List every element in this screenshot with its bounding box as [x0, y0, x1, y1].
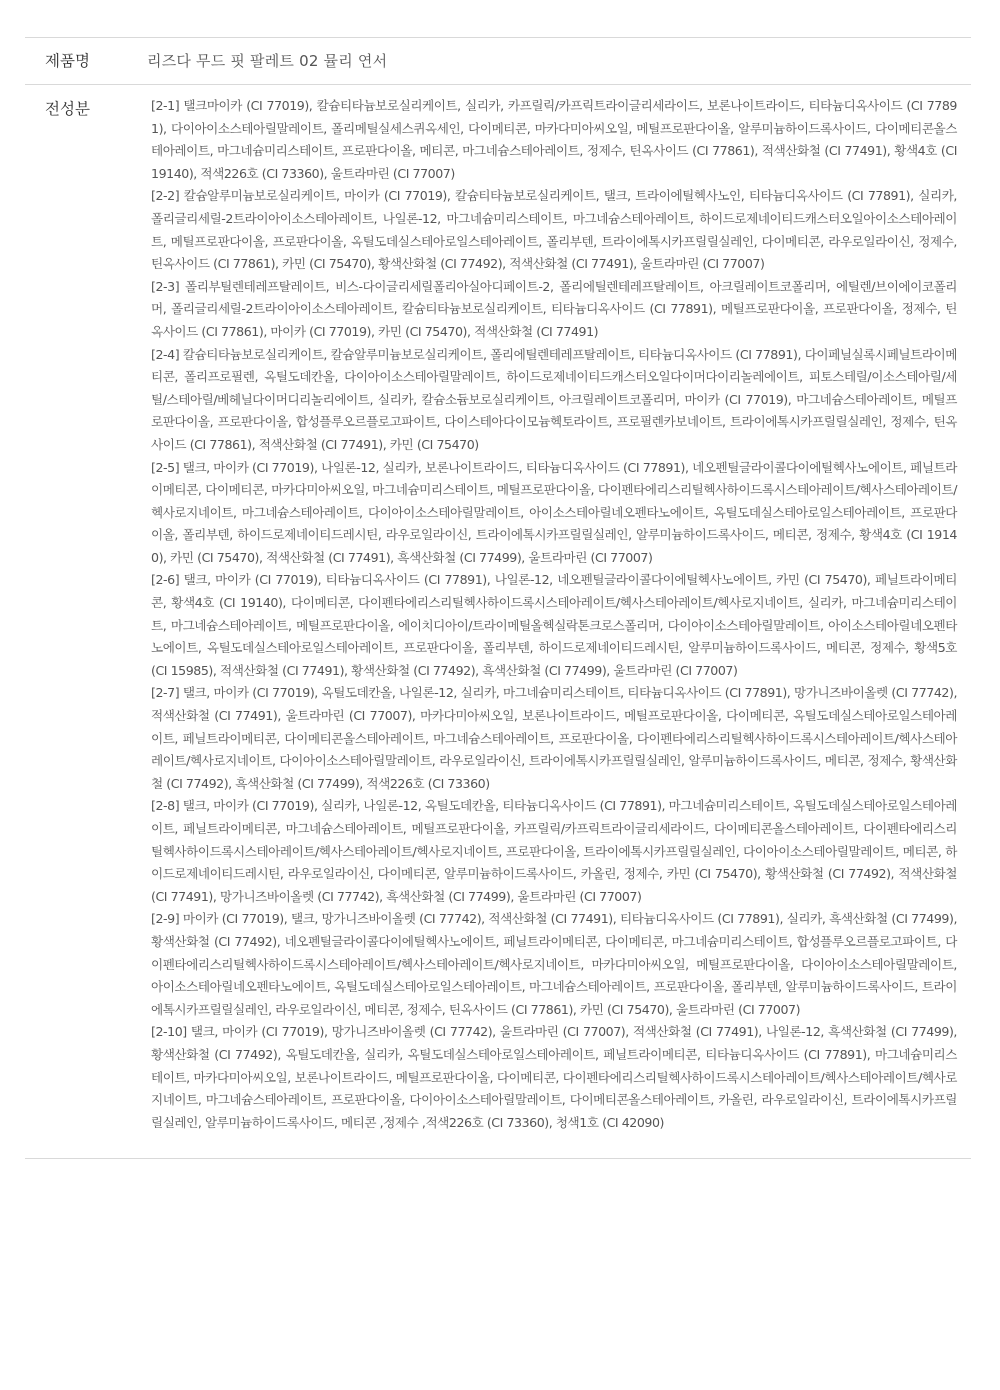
ingredient-item: [2-1] 탤크마이카 (CI 77019), 칼슘티타늄보로실리케이트, 실리카, 카프릴릭/카프릭트라이글리세라이드, 보론나이트라이드, 티타늄디옥사이드 (CI 77891), 다이아이소스테아릴말레이트, 폴리메틸실세스퀴옥세인, 다이메티콘, 마카다미아씨오일, 메틸프로판다이올, 알루미늄하이드록사이드, 다이메티콘올스테아레이트, 마그네슘미리스테이트, 프로판다이올, 메티콘, 마그네슘스테아레이트, 정제수, 틴옥사이드 (CI 77861), 적색산화철 (CI 77491), 황색4호 (CI 19140), 적색226호 (CI 73360), 울트라마린 (CI 77007)	[151, 98, 957, 181]
ingredient-item: [2-7] 탤크, 마이카 (CI 77019), 옥틸도데칸올, 나일론-12, 실리카, 마그네슘미리스테이트, 티타늄디옥사이드 (CI 77891), 망가니즈바이올렛 (CI 77742), 적색산화철 (CI 77491), 울트라마린 (CI 77007), 마카다미아씨오일, 보론나이트라이드, 메틸프로판다이올, 다이메티콘, 옥틸도데실스테아로일스테아레이트, 페닐트라이메티콘, 다이메티콘올스테아레이트, 마그네슘스테아레이트, 프로판다이올, 다이펜타에리스리틸헥사하이드록시스테아레이트/헥사스테아레이트/헥사로지네이트, 다이아이소스테아릴말레이트, 라우로일라이신, 트라이에톡시카프릴릴실레인, 알루미늄하이드록사이드, 메티콘, 정제수, 황색산화철 (CI 77492), 흑색산화철 (CI 77499), 적색226호 (CI 73360)	[151, 685, 957, 791]
ingredient-item: [2-4] 칼슘티타늄보로실리케이트, 칼슘알루미늄보로실리케이트, 폴리에틸렌테레프탈레이트, 티타늄디옥사이드 (CI 77891), 다이페닐실록시페닐트라이메티콘, 폴리프로필렌, 옥틸도데칸올, 다이아이소스테아릴말레이트, 하이드로제네이티드캐스터오일다이머다이리놀레에이트, 피토스테릴/이소스테아릴/세틸/스테아릴/베헤닐다이머디리놀리에이트, 실리카, 칼슘소듐보로실리케이트, 아크릴레이트코폴리머, 마이카 (CI 77019), 마그네슘스테아레이트, 메틸프로판다이올, 프로판다이올, 합성플루오르플로고파이트, 다이스테아다이모늄헥토라이트, 프로필렌카보네이트, 트라이에톡시카프릴릴실레인, 정제수, 틴옥사이드 (CI 77861), 적색산화철 (CI 77491), 카민 (CI 75470)	[151, 346, 957, 452]
ingredient-item: [2-8] 탤크, 마이카 (CI 77019), 실리카, 나일론-12, 옥틸도데칸올, 티타늄디옥사이드 (CI 77891), 마그네슘미리스테이트, 옥틸도데실스테아로일스테아레이트, 페닐트라이메티콘, 마그네슘스테아레이트, 메틸프로판다이올, 카프릴릭/카프릭트라이글리세라이드, 다이메티콘올스테아레이트, 다이펜타에리스리틸헥사하이드록시스테아레이트/헥사스테아레이트/헥사로지네이트, 프로판다이올, 트라이에톡시카프릴릴실레인, 다이아이소스테아릴말레이트, 메티콘, 하이드로제네이티드레시틴, 라우로일라이신, 다이메티콘, 알루미늄하이드록사이드, 카올린, 정제수, 카민 (CI 75470), 황색산화철 (CI 77492), 적색산화철 (CI 77491), 망가니즈바이올렛 (CI 77742), 흑색산화철 (CI 77499), 울트라마린 (CI 77007)	[151, 798, 957, 904]
ingredients-label: 전성분	[45, 100, 90, 118]
ingredient-item: [2-2] 칼슘알루미늄보로실리케이트, 마이카 (CI 77019), 칼슘티타늄보로실리케이트, 탤크, 트라이에틸헥사노인, 티타늄디옥사이드 (CI 77891), 실리카, 폴리글리세릴-2트라이아이소스테아레이트, 나일론-12, 마그네슘미리스테이트, 마그네슘스테아레이트, 하이드로제네이티드캐스터오일아이소스테아레이트, 메틸프로판다이올, 프로판다이올, 옥틸도데실스테아로일스테아레이트, 폴리부텐, 트라이에톡시카프릴릴실레인, 다이메티콘, 라우로일라이신, 정제수, 틴옥사이드 (CI 77861), 카민 (CI 75470), 황색산화철 (CI 77492), 적색산화철 (CI 77491), 울트라마린 (CI 77007)	[151, 188, 957, 272]
ingredient-item: [2-9] 마이카 (CI 77019), 탤크, 망가니즈바이올렛 (CI 77742), 적색산화철 (CI 77491), 티타늄디옥사이드 (CI 77891), 실리카, 흑색산화철 (CI 77499), 황색산화철 (CI 77492), 네오펜틸글라이콜다이에틸헥사노에이트, 페닐트라이메티콘, 다이메티콘, 마그네슘미리스테이트, 합성플루오르플로고파이트, 다이펜타에리스리틸헥사하이드록시스테아레이트/헥사스테아레이트/헥사로지네이트, 마카다미아씨오일, 메틸프로판다이올, 다이아이소스테아릴말레이트, 아이소스테아릴네오펜타노에이트, 옥틸도데실스테아로일스테아레이트, 마그네슘스테아레이트, 프로판다이올, 폴리부텐, 알루미늄하이드록사이드, 트라이에톡시카프릴릴실레인, 라우로일라이신, 메티콘, 정제수, 틴옥사이드 (CI 77861), 카민 (CI 75470), 울트라마린 (CI 77007)	[151, 911, 957, 1017]
product-name-label: 제품명	[45, 52, 90, 70]
ingredients-list	[147, 95, 971, 1134]
ingredient-item: [2-3] 폴리부틸렌테레프탈레이트, 비스-다이글리세릴폴리아실아디페이트-2, 폴리에틸렌테레프탈레이트, 아크릴레이트코폴리머, 에틸렌/브이에이코폴리머, 폴리글리세릴-2트라이아이소스테아레이트, 칼슘티타늄보로실리케이트, 티타늄디옥사이드 (CI 77891), 메틸프로판다이올, 프로판다이올, 정제수, 틴옥사이드 (CI 77861), 마이카 (CI 77019), 카민 (CI 75470), 적색산화철 (CI 77491)	[151, 278, 957, 339]
product-name-value: 리즈다 무드 핏 팔레트 02 뮬리 연서	[147, 52, 388, 70]
product-name-row	[25, 38, 971, 85]
product-spec-table	[25, 37, 971, 1159]
ingredient-item: [2-10] 탤크, 마이카 (CI 77019), 망가니즈바이올렛 (CI 77742), 울트라마린 (CI 77007), 적색산화철 (CI 77491), 나일론-12, 흑색산화철 (CI 77499), 황색산화철 (CI 77492), 옥틸도데칸올, 실리카, 옥틸도데실스테아로일스테아레이트, 페닐트라이메티콘, 티타늄디옥사이드 (CI 77891), 마그네슘미리스테이트, 마카다미아씨오일, 보론나이트라이드, 메틸프로판다이올, 다이메티콘, 다이펜타에리스리틸헥사하이드록시스테아레이트/헥사스테아레이트/헥사로지네이트, 마그네슘스테아레이트, 프로판다이올, 다이아이소스테아릴말레이트, 다이메티콘올스테아레이트, 카올린, 라우로일라이신, 트라이에톡시카프릴릴실레인, 알루미늄하이드록사이드, 메티콘 ,정제수 ,적색226호 (CI 73360), 청색1호 (CI 42090)	[151, 1024, 957, 1130]
ingredients-row	[25, 85, 971, 1159]
ingredient-item: [2-5] 탤크, 마이카 (CI 77019), 나일론-12, 실리카, 보론나이트라이드, 티타늄디옥사이드 (CI 77891), 네오펜틸글라이콜다이에틸헥사노에이트, 페닐트라이메티콘, 다이메티콘, 마카다미아씨오일, 마그네슘미리스테이트, 메틸프로판다이올, 다이펜타에리스리틸헥사하이드록시스테아레이트/헥사스테아레이트/헥사로지네이트, 마그네슘스테아레이트, 다이아이소스테아릴말레이트, 아이소스테아릴네오펜타노에이트, 옥틸도데실스테아로일스테아레이트, 프로판다이올, 폴리부텐, 하이드로제네이티드레시틴, 라우로일라이신, 트라이에톡시카프릴릴실레인, 알루미늄하이드록사이드, 메티콘, 정제수, 황색4호 (CI 19140), 카민 (CI 75470), 적색산화철 (CI 77491), 흑색산화철 (CI 77499), 울트라마린 (CI 77007)	[151, 459, 957, 565]
ingredient-item: [2-6] 탤크, 마이카 (CI 77019), 티타늄디옥사이드 (CI 77891), 나일론-12, 네오펜틸글라이콜다이에틸헥사노에이트, 카민 (CI 75470), 페닐트라이메티콘, 황색4호 (CI 19140), 다이메티콘, 다이펜타에리스리틸헥사하이드록시스테아레이트/헥사스테아레이트/헥사로지네이트, 실리카, 마그네슘미리스테이트, 마그네슘스테아레이트, 메틸프로판다이올, 에이치디아이/트라이메틸올헥실락톤크로스폴리머, 다이아이소스테아릴말레이트, 아이소스테아릴네오펜타노에이트, 옥틸도데실스테아로일스테아레이트, 프로판다이올, 폴리부텐, 하이드로제네이티드레시틴, 알루미늄하이드록사이드, 메티콘, 정제수, 황색5호 (CI 15985), 적색산화철 (CI 77491), 황색산화철 (CI 77492), 흑색산화철 (CI 77499), 울트라마린 (CI 77007)	[151, 572, 957, 678]
